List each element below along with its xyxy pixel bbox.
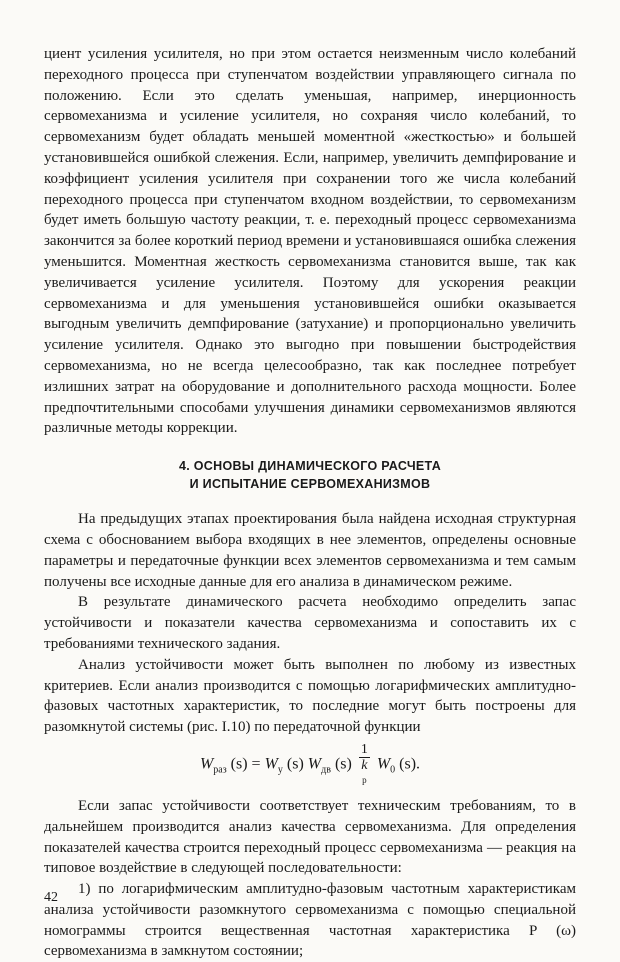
formula-argument: (s) (334, 755, 356, 773)
formula-subscript: дв (321, 764, 331, 776)
formula-subscript: у (277, 764, 283, 776)
formula-symbol: k (361, 757, 368, 773)
body-paragraph: Если запас устойчивости соответствует техническим требованиям, то в дальнейшем производится анализ качества сервомеханизма. Для определения показателей качества строится переходный процесс сервомеханизма — реакция на типовое воздействие в следующей последовательности: (44, 797, 576, 877)
section-heading-line-1: 4. ОСНОВЫ ДИНАМИЧЕСКОГО РАСЧЕТА (178, 459, 442, 474)
body-paragraph: На предыдущих этапах проектирования была найдена исходная структурная схема с обоснованием выбора входящих в нее элементов, определены основные параметры и передаточные функции всех элементов сервомеханизма и тем самым получены все исходные данные для его анализа в динамическом режиме. (44, 511, 576, 590)
body-paragraph: циент усиления усилителя, но при этом остается неизменным число колебаний переходного процесса при ступенчатом воздействии управляющего сигнала по положению. Если это сделать уменьшая, например, инерционность сервомеханизма и усиление усилителя, но сохраняя число колебаний, то сервомеханизм будет обладать меньшей моментной «жесткостью» и большей установившейся ошибкой слежения. Если, например, увеличить демпфирование и коэффициент усиления усилителя при сохранении того же числа колебаний переходного процесса при ступенчатом входном воздействии, то сервомеханизм будет иметь большую частоту реакции, т. е. переходный процесс сервомеханизма закончится за более короткий период времени и установившаяся ошибка слежения уменьшится. Моментная жесткость сервомеханизма становится выше, так как увеличивается усиление усилителя. Поэтому для ускорения реакции сервомеханизма и для уменьшения установившейся ошибки оказывается выгодным увеличить демпфирование (затухание) и пропорционально увеличить усиление усилителя. Однако это выгодно при повышении быстродействия сервомеханизма, но не всегда целесообразно, так как последнее потребует излишних затрат на оборудование и дополнительного расхода мощности. Более предпочтительными способами улучшения динамики сервомеханизмов являются различные методы коррекции. (44, 46, 576, 437)
formula-argument: (s). (399, 755, 421, 773)
fraction-denominator (359, 758, 370, 788)
body-paragraph: Анализ устойчивости может быть выполнен по любому из известных критериев. Если анализ производится с помощью логарифмических амплитудно-фазовых частотных характеристик, то последние могут быть построены для разомкнутой системы (рис. I.10) по передаточной функции (44, 656, 576, 736)
formula-argument: (s) (286, 755, 308, 773)
formula-symbol: W (199, 755, 214, 773)
formula-symbol: W (264, 755, 278, 773)
formula-subscript: р (362, 774, 367, 785)
body-paragraph: 1) по логарифмическим амплитудно-фазовым частотным характеристикам анализа устойчивости разомкнутого сервомеханизма с помощью специальной номограммы строится вещественная частотная характеристика P (ω) сервомеханизма в замкнутом состоянии; (44, 881, 576, 960)
formula-subscript: 0 (390, 764, 396, 776)
fraction-numerator: 1 (360, 741, 368, 757)
formula-symbol: W (376, 755, 391, 773)
section-heading (44, 457, 576, 493)
formula-symbol: W (307, 755, 322, 773)
body-paragraph: В результате динамического расчета необходимо определить запас устойчивости и показатели качества сервомеханизма и сопоставить их с требованиями технического задания. (44, 594, 576, 652)
page-number: 42 (44, 890, 58, 905)
formula-fraction (359, 742, 370, 788)
section-heading-line-2: И ИСПЫТАНИЕ СЕРВОМЕХАНИЗМОВ (189, 477, 431, 492)
transfer-function-formula (44, 742, 576, 788)
formula-subscript: раз (213, 764, 227, 776)
formula-argument: (s) = (230, 755, 265, 773)
